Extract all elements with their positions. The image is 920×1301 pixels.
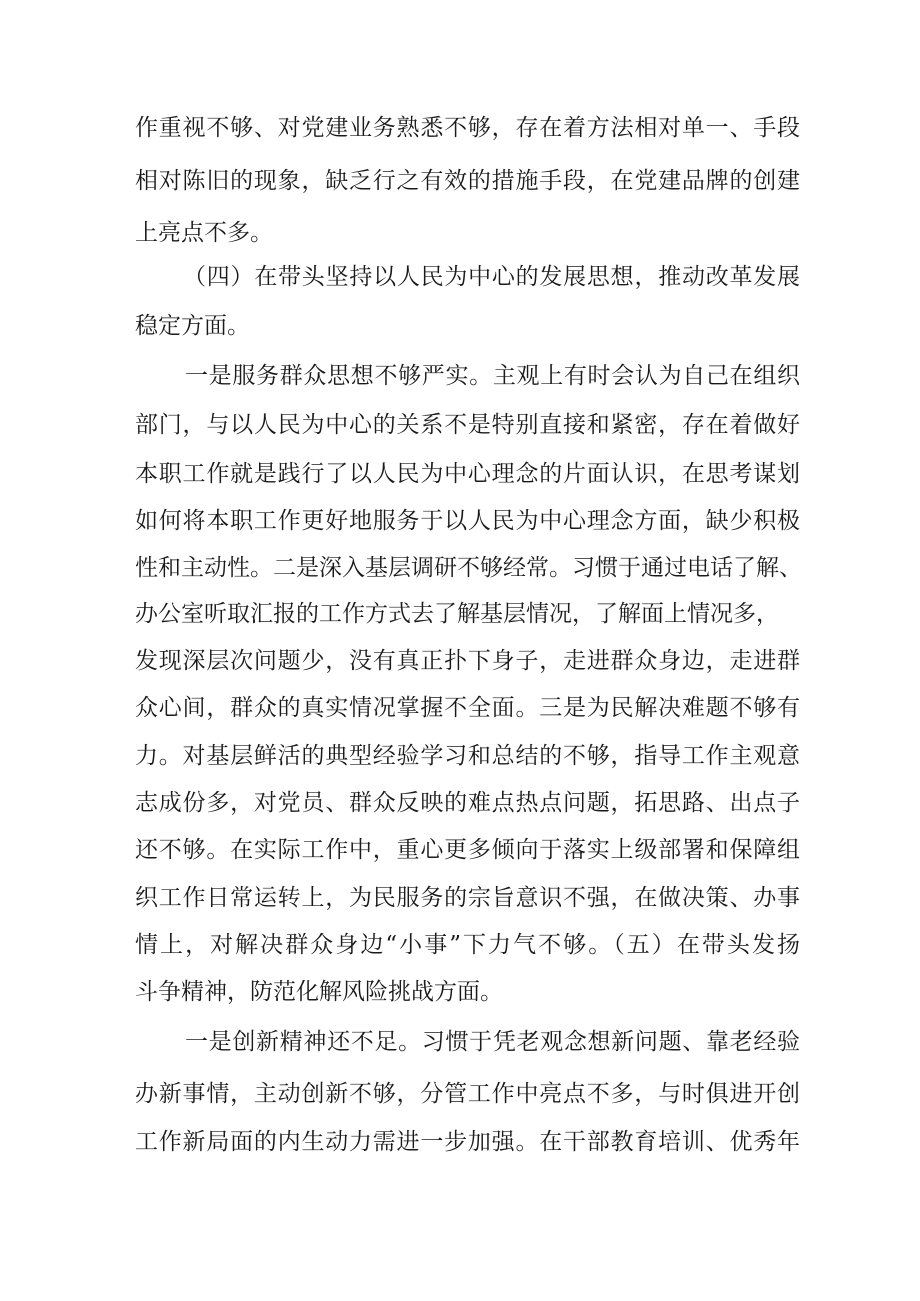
section-heading-cont: 稳定方面。 bbox=[135, 313, 250, 339]
text-line: 一是创新精神还不足。习惯于凭老观念想新问题、靠老经验 bbox=[185, 1029, 800, 1055]
text-line: 办公室听取汇报的工作方式去了解基层情况，了解面上情况多， bbox=[135, 601, 779, 627]
text-line: 如何将本职工作更好地服务于以人民为中心理念方面，缺少积极 bbox=[135, 508, 800, 534]
text-line: 相对陈旧的现象，缺乏行之有效的措施手段，在党建品牌的创建 bbox=[135, 168, 800, 194]
text-line: 办新事情，主动创新不够，分管工作中亮点不多，与时俱进开创 bbox=[135, 1081, 800, 1107]
text-line: 一是服务群众思想不够严实。主观上有时会认为自己在组织 bbox=[185, 363, 800, 389]
text-line: 志成份多，对党员、群众反映的难点热点问题，拓思路、出点子 bbox=[135, 790, 800, 816]
text-line: 上亮点不多。 bbox=[135, 220, 273, 246]
text-line: 织工作日常运转上，为民服务的宗旨意识不强，在做决策、办事 bbox=[135, 885, 800, 911]
text-line: 还不够。在实际工作中，重心更多倾向于落实上级部署和保障组 bbox=[135, 837, 800, 863]
text-line: 部门，与以人民为中心的关系不是特别直接和紧密，存在着做好 bbox=[135, 412, 800, 438]
text-line: 工作新局面的内生动力需进一步加强。在干部教育培训、优秀年 bbox=[135, 1129, 800, 1155]
text-line: 本职工作就是践行了以人民为中心理念的片面认识，在思考谋划 bbox=[135, 461, 800, 487]
text-line: 众心间，群众的真实情况掌握不全面。三是为民解决难题不够有 bbox=[135, 695, 800, 721]
text-line: 力。对基层鲜活的典型经验学习和总结的不够，指导工作主观意 bbox=[135, 743, 800, 769]
section-heading: （四）在带头坚持以人民为中心的发展思想，推动改革发展 bbox=[183, 264, 800, 290]
text-line: 发现深层次问题少，没有真正扑下身子，走进群众身边，走进群 bbox=[135, 648, 800, 674]
text-line: 情上，对解决群众身边“小事”下力气不够。（五）在带头发扬 bbox=[135, 932, 800, 958]
text-line: 作重视不够、对党建业务熟悉不够，存在着方法相对单一、手段 bbox=[135, 115, 800, 141]
text-line: 斗争精神，防范化解风险挑战方面。 bbox=[135, 979, 503, 1005]
text-line: 性和主动性。二是深入基层调研不够经常。习惯于通过电话了解、 bbox=[135, 555, 802, 581]
